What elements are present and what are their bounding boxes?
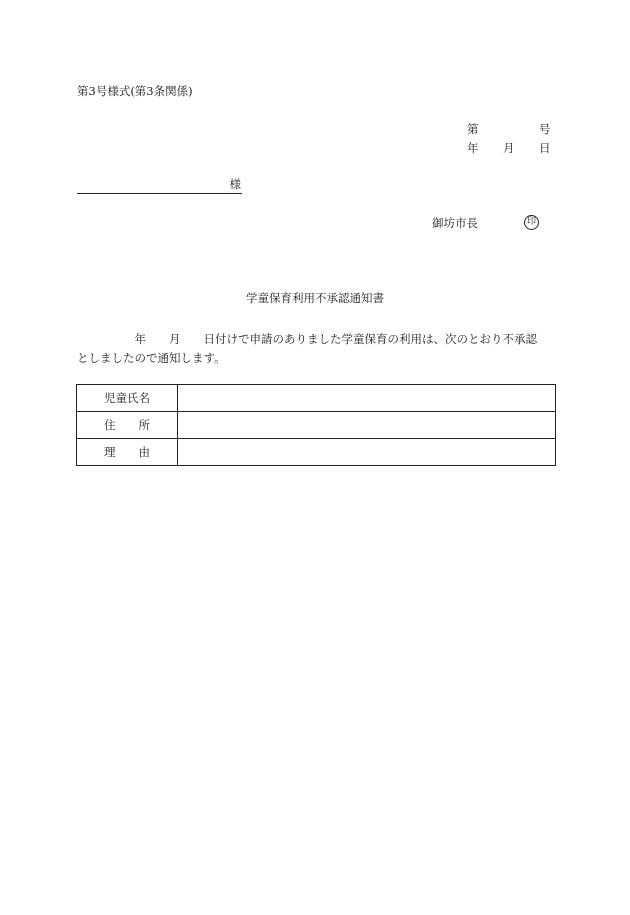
date-month-label: 月 bbox=[503, 141, 515, 155]
document-title: 学童保育利用不承認通知書 bbox=[246, 291, 384, 305]
table-label-reason: 理 由 bbox=[77, 439, 178, 466]
table-label-child-name: 児童氏名 bbox=[77, 385, 178, 412]
info-table bbox=[76, 384, 556, 466]
table-value-child-name bbox=[178, 385, 556, 412]
body-text-line-2: としましたので通知します。 bbox=[77, 351, 226, 365]
document-number-suffix: 号 bbox=[539, 122, 551, 136]
table-value-reason bbox=[178, 439, 556, 466]
date-day-label: 日 bbox=[539, 141, 551, 155]
body-text-line-1: 年 月 日付けで申請のありました学童保育の利用は、次のとおり不承認 bbox=[77, 332, 537, 346]
issuer-title: 御坊市長 bbox=[432, 216, 478, 230]
body-text bbox=[77, 330, 557, 368]
table-value-address bbox=[178, 412, 556, 439]
form-number: 第3号様式(第3条関係) bbox=[77, 84, 193, 98]
document-number-label: 第 bbox=[467, 122, 479, 136]
seal-mark: 印 bbox=[524, 215, 539, 230]
table-row-child-name bbox=[77, 385, 556, 412]
recipient-honorific: 様 bbox=[229, 177, 241, 191]
table-row-reason bbox=[77, 439, 556, 466]
table-row-address bbox=[77, 412, 556, 439]
recipient-name-line bbox=[77, 178, 242, 194]
table-label-address: 住 所 bbox=[77, 412, 178, 439]
date-year-label: 年 bbox=[467, 141, 479, 155]
